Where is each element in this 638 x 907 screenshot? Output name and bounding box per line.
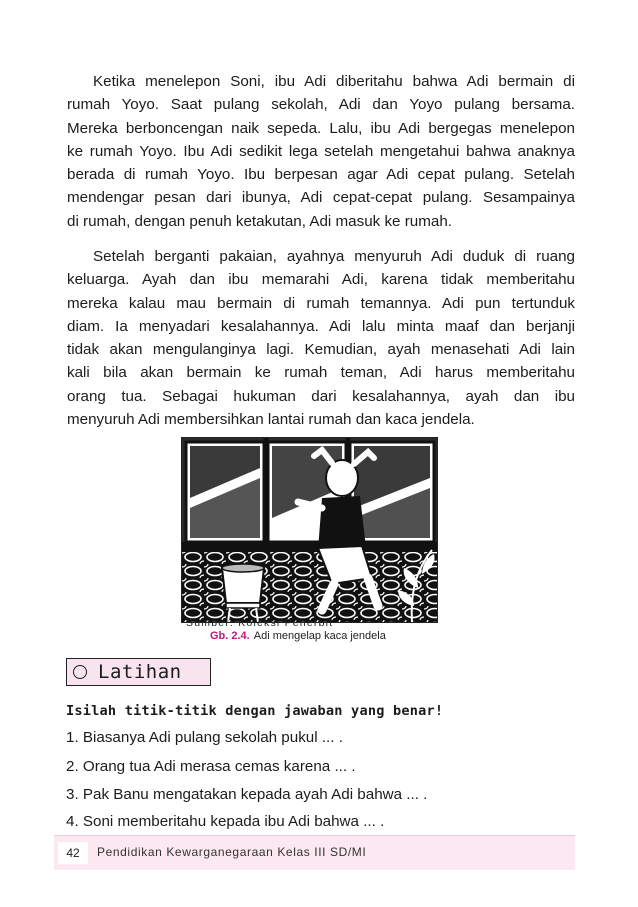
figure-caption — [210, 630, 386, 642]
paragraph-line: Mereka berboncengan naik sepeda. Lalu, ibu Adi bergegas menelepon — [67, 119, 575, 137]
paragraph-line: rumah Yoyo. Saat pulang sekolah, Adi dan Yoyo pulang bersama. — [67, 96, 575, 114]
paragraph-line: mendengar pesan dari ibunya, Adi cepat-cepat pulang. Sesampainya — [67, 189, 575, 207]
question-item: 2. Orang tua Adi merasa cemas karena ... . — [66, 758, 356, 775]
paragraph-line: mereka kalau mau bermain di rumah temannya. Adi pun tertunduk — [67, 294, 575, 312]
paragraph-line: kali bila akan bermain ke rumah teman, Adi harus memberitahu — [67, 364, 575, 382]
paragraph-line: diam. Ia menyadari kesalahannya. Adi lalu minta maaf dan berjanji — [67, 317, 575, 335]
figure-caption-number: Gb. 2.4. — [210, 630, 250, 642]
paragraph-line: tidak akan mengulanginya lagi. Kemudian, ayah menasehati Adi lain — [67, 341, 575, 359]
latihan-title: Latihan — [98, 661, 182, 683]
illustration-drawing — [182, 438, 437, 622]
latihan-heading-box — [66, 658, 211, 686]
paragraph-line: orang tua. Sebagai hukuman dari kesalahannya, ayah dan ibu — [67, 387, 575, 405]
paragraph-line: keluarga. Ayah dan ibu memarahi Adi, karena tidak memberitahu — [67, 271, 575, 289]
paragraph-2 — [67, 245, 575, 431]
paragraph-line: di rumah, dengan penuh ketakutan, Adi masuk ke rumah. — [67, 212, 452, 230]
paragraph-line: menyuruh Adi membersihkan lantai rumah dan kaca jendela. — [67, 411, 475, 429]
paragraph-1 — [67, 70, 575, 233]
exercise-instruction: Isilah titik-titik dengan jawaban yang benar! — [66, 703, 444, 719]
book-title: Pendidikan Kewarganegaraan Kelas III SD/MI — [97, 845, 367, 859]
figure-credit: Sumber: Koleksi Penerbit — [186, 617, 334, 629]
paragraph-line: Ketika menelepon Soni, ibu Adi diberitahu bahwa Adi bermain di — [93, 73, 575, 90]
paragraph-line: ke rumah Yoyo. Ibu Adi sedikit lega setelah mengetahui bahwa anaknya — [67, 142, 575, 160]
question-item: 1. Biasanya Adi pulang sekolah pukul ... . — [66, 729, 343, 746]
figure-caption-text: Adi mengelap kaca jendela — [253, 630, 386, 642]
page-number: 42 — [58, 842, 88, 864]
question-item: 4. Soni memberitahu kepada ibu Adi bahwa ... . — [66, 813, 385, 830]
circle-bullet-icon — [73, 665, 87, 679]
paragraph-line: Setelah berganti pakaian, ayahnya menyuruh Adi duduk di ruang — [93, 248, 575, 265]
question-item: 3. Pak Banu mengatakan kepada ayah Adi bahwa ... . — [66, 786, 428, 803]
paragraph-line: berada di rumah Yoyo. Ibu berpesan agar Adi cepat pulang. Setelah — [67, 166, 575, 184]
page-footer — [54, 835, 575, 870]
illustration-boy-cleaning-window — [181, 437, 438, 623]
